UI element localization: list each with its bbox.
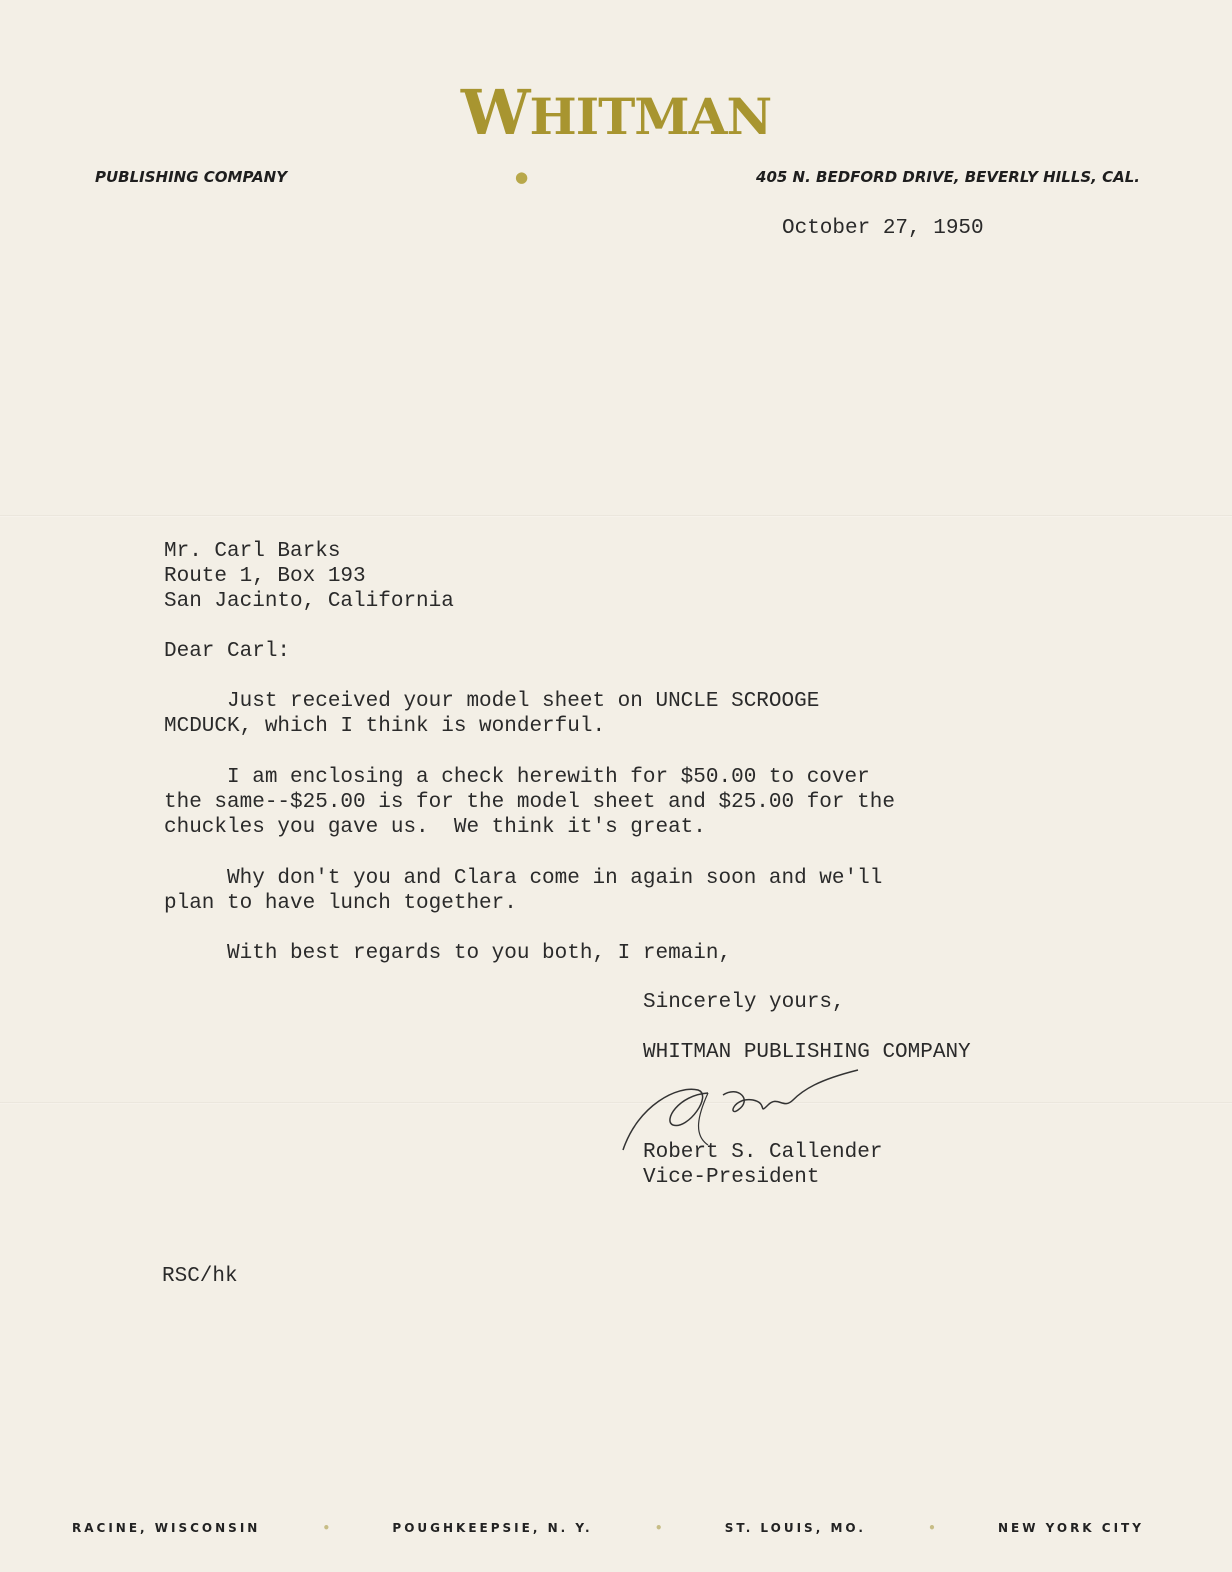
recipient-city: San Jacinto, California bbox=[164, 590, 454, 613]
letterhead-company: PUBLISHING COMPANY bbox=[95, 168, 288, 186]
footer-location: ST. LOUIS, MO. bbox=[724, 1521, 866, 1535]
letter-date: October 27, 1950 bbox=[782, 217, 984, 240]
body-line: Why don't you and Clara come in again soon and we'll bbox=[164, 867, 883, 890]
body-line: chuckles you gave us. We think it's great. bbox=[164, 816, 706, 839]
footer-location: POUGHKEEPSIE, N. Y. bbox=[392, 1521, 593, 1535]
letterhead-address bbox=[95, 168, 1140, 186]
salutation: Dear Carl: bbox=[164, 640, 291, 663]
body-line: Just received your model sheet on UNCLE SCROOGE bbox=[164, 690, 820, 713]
signer-title: Vice-President bbox=[643, 1166, 820, 1189]
separator-dot: ● bbox=[515, 168, 529, 186]
footer-locations bbox=[72, 1521, 1144, 1535]
letterhead-street: 405 N. BEDFORD DRIVE, BEVERLY HILLS, CAL. bbox=[756, 168, 1140, 186]
separator-dot: • bbox=[322, 1521, 331, 1535]
recipient-name: Mr. Carl Barks bbox=[164, 540, 341, 563]
recipient-street: Route 1, Box 193 bbox=[164, 565, 366, 588]
body-line: I am enclosing a check herewith for $50.00 to cover bbox=[164, 766, 870, 789]
footer-location: NEW YORK CITY bbox=[997, 1521, 1144, 1535]
signer-name: Robert S. Callender bbox=[643, 1141, 883, 1164]
footer-location: RACINE, WISCONSIN bbox=[72, 1521, 261, 1535]
body-line: MCDUCK, which I think is wonderful. bbox=[164, 715, 606, 738]
paper-fold bbox=[0, 515, 1232, 517]
sign-off: Sincerely yours, bbox=[643, 991, 845, 1014]
body-line: the same--$25.00 is for the model sheet and $25.00 for the bbox=[164, 791, 895, 814]
signer-company: WHITMAN PUBLISHING COMPANY bbox=[643, 1041, 971, 1064]
company-logo: WHITMAN bbox=[460, 76, 772, 149]
body-line: With best regards to you both, I remain, bbox=[164, 942, 732, 965]
separator-dot: • bbox=[928, 1521, 936, 1535]
reference-initials: RSC/hk bbox=[162, 1265, 238, 1288]
body-line: plan to have lunch together. bbox=[164, 892, 517, 915]
paper-fold bbox=[0, 1102, 1232, 1104]
separator-dot: • bbox=[654, 1521, 663, 1535]
